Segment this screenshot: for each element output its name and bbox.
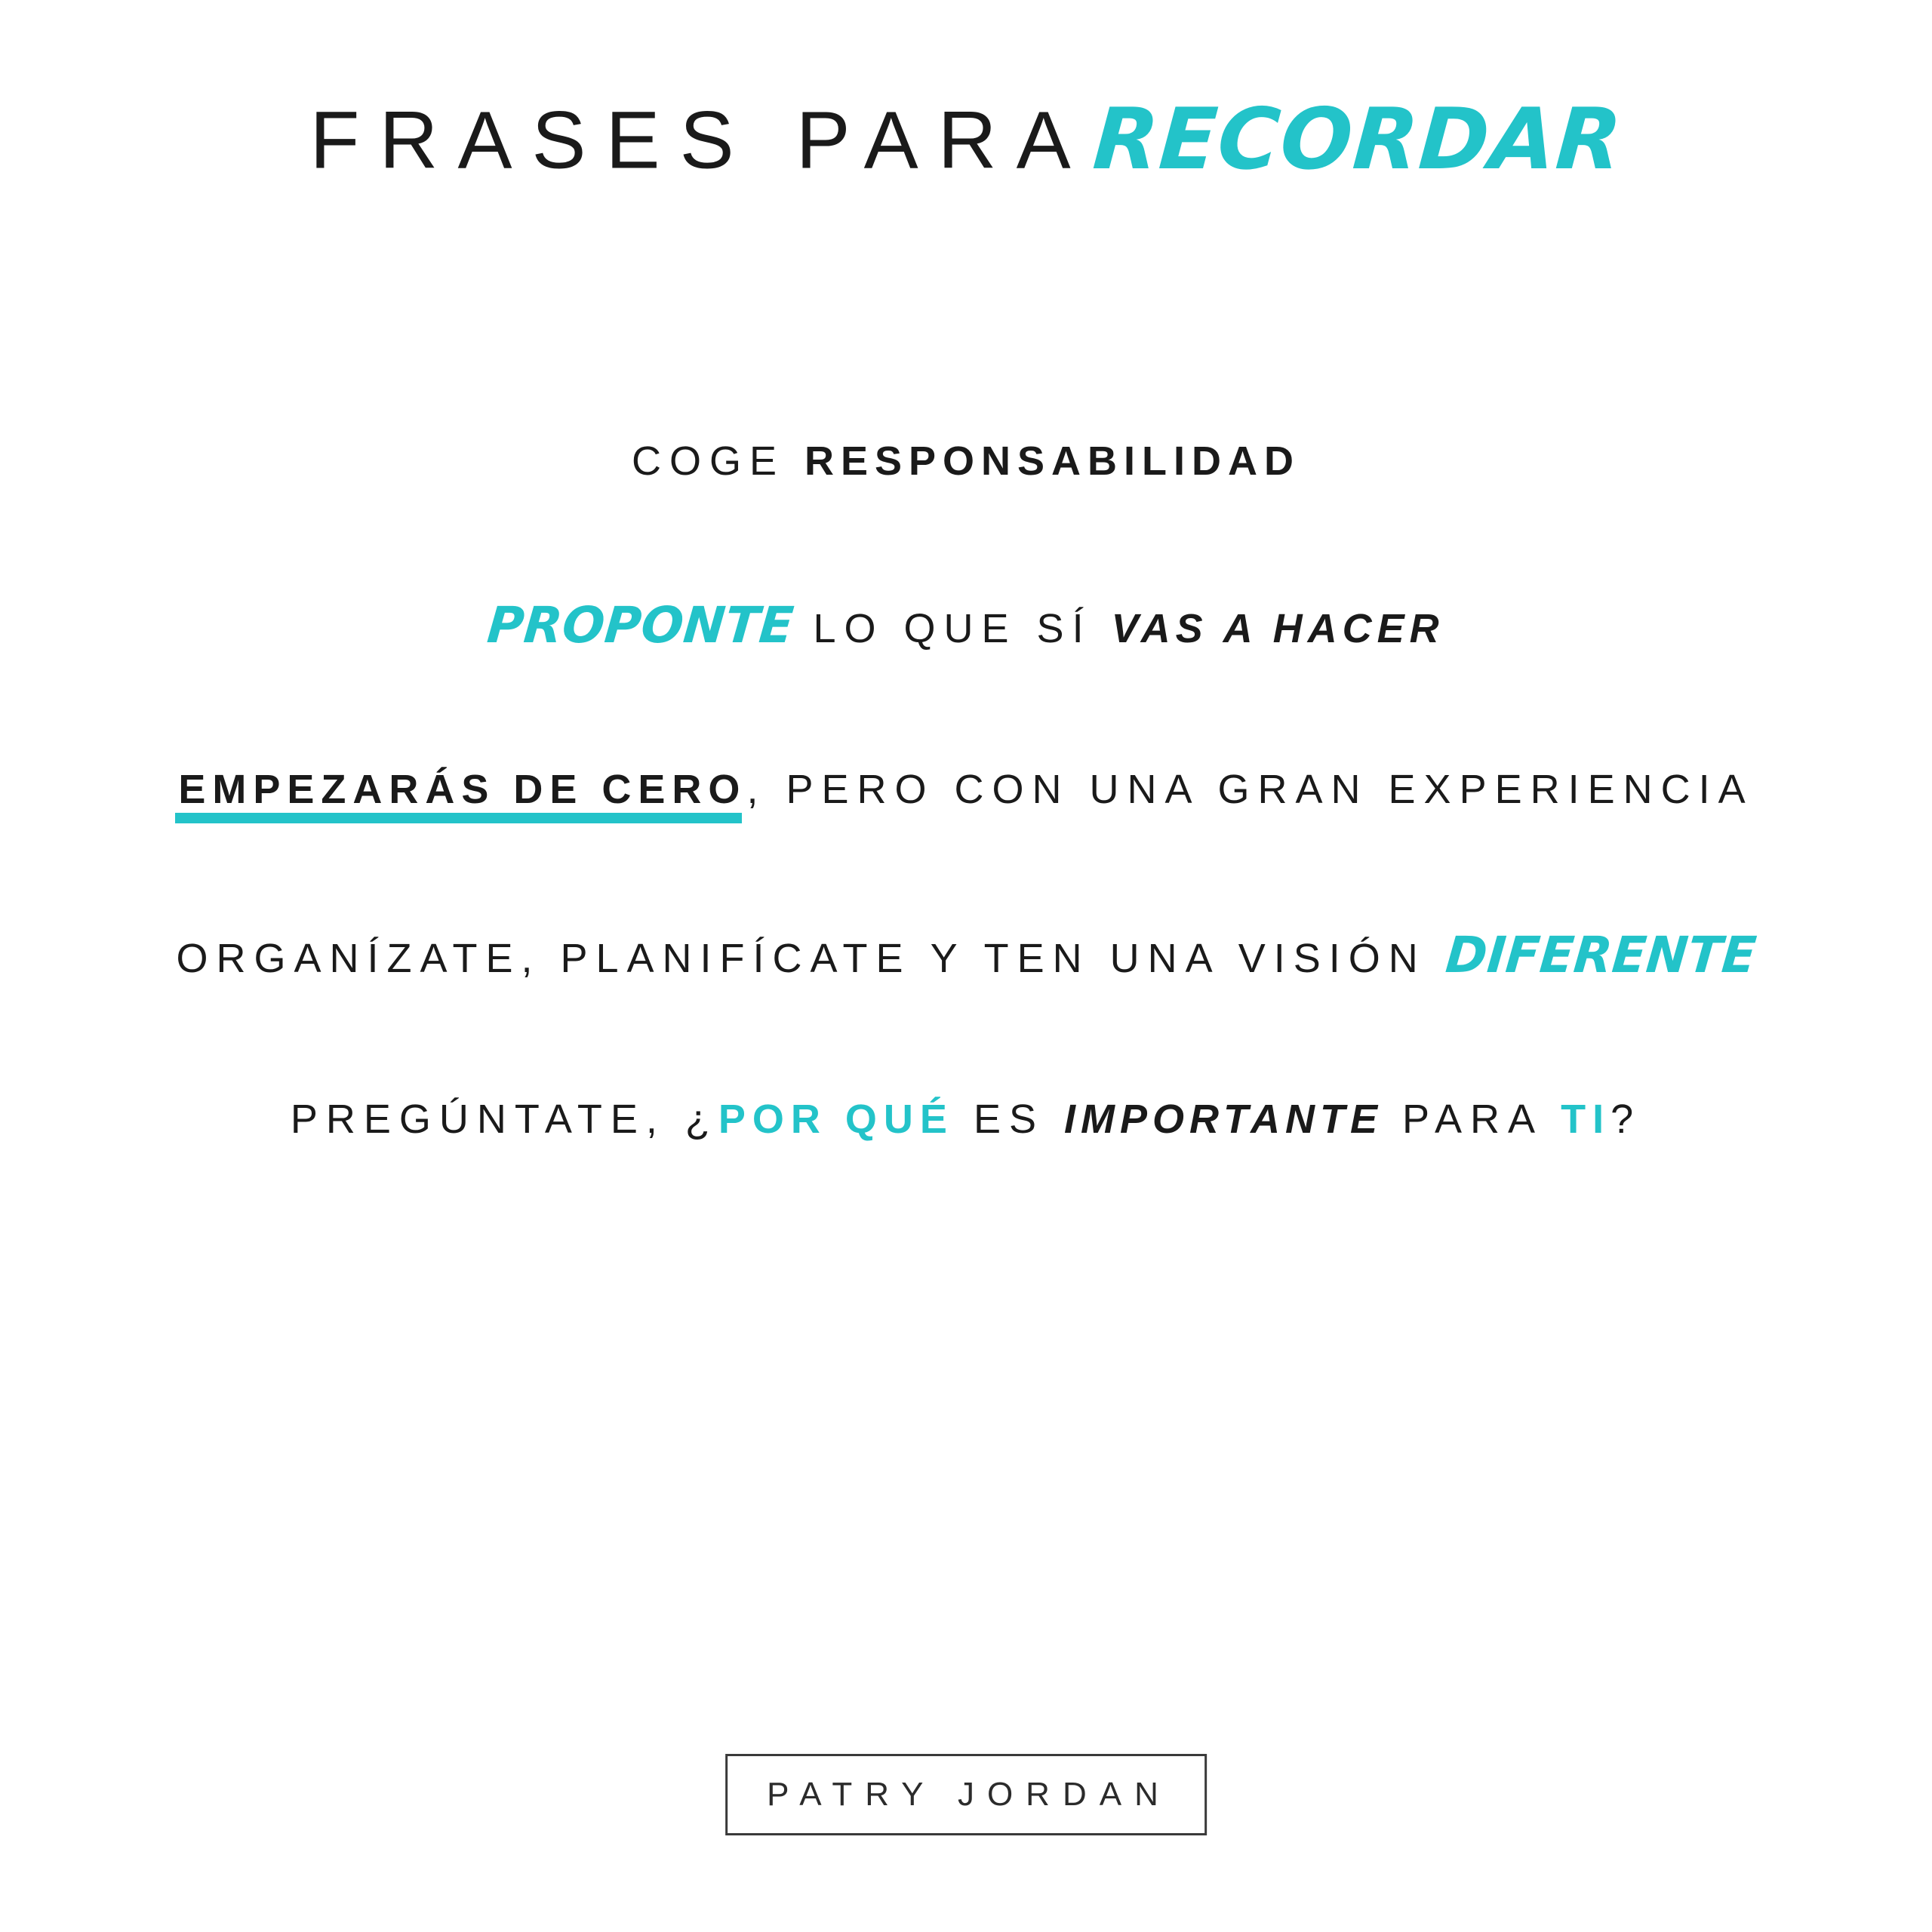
brand-logo-label: PATRY JORDAN: [767, 1776, 1171, 1813]
quote-line-5-segment-3: ES: [953, 1097, 1064, 1142]
page-title: [0, 91, 1932, 189]
quote-line-2-segment-2: LO QUE SÍ: [793, 606, 1112, 651]
quote-list: [0, 438, 1932, 1143]
quote-line-2: [0, 596, 1932, 654]
quote-line-1-segment-2: RESPONSABILIDAD: [804, 438, 1301, 484]
page-title-plain: FRASES PARA: [309, 94, 1091, 186]
quote-line-5-segment-4: IMPORTANTE: [1063, 1097, 1383, 1142]
quote-line-3: [0, 766, 1932, 814]
page-title-accent: RECORDAR: [1090, 91, 1626, 189]
quote-line-2-segment-1: PROPONTE: [485, 596, 796, 654]
quote-line-1: [0, 438, 1932, 485]
quote-line-5-segment-7: ?: [1611, 1097, 1642, 1142]
quote-line-3-segment-1: EMPEZARÁS DE CERO: [178, 766, 746, 814]
quote-line-1-segment-1: COGE: [631, 438, 804, 484]
quote-line-5: [0, 1096, 1932, 1143]
quote-line-5-segment-5: PARA: [1383, 1097, 1561, 1142]
quote-line-4: [0, 926, 1932, 984]
quote-line-3-segment-2: , PERO CON UNA GRAN EXPERIENCIA: [746, 767, 1754, 812]
brand-logo: [725, 1754, 1207, 1835]
quote-line-5-segment-1: PREGÚNTATE, ¿: [290, 1097, 718, 1142]
quote-line-5-segment-6: TI: [1561, 1097, 1611, 1142]
quote-line-2-segment-3: VAS A HACER: [1111, 606, 1444, 651]
quote-line-5-segment-2: POR QUÉ: [718, 1097, 954, 1142]
quote-line-4-segment-2: DIFERENTE: [1443, 926, 1758, 984]
quote-line-4-segment-1: ORGANÍZATE, PLANIFÍCATE Y TEN UNA VISIÓN: [176, 936, 1446, 981]
